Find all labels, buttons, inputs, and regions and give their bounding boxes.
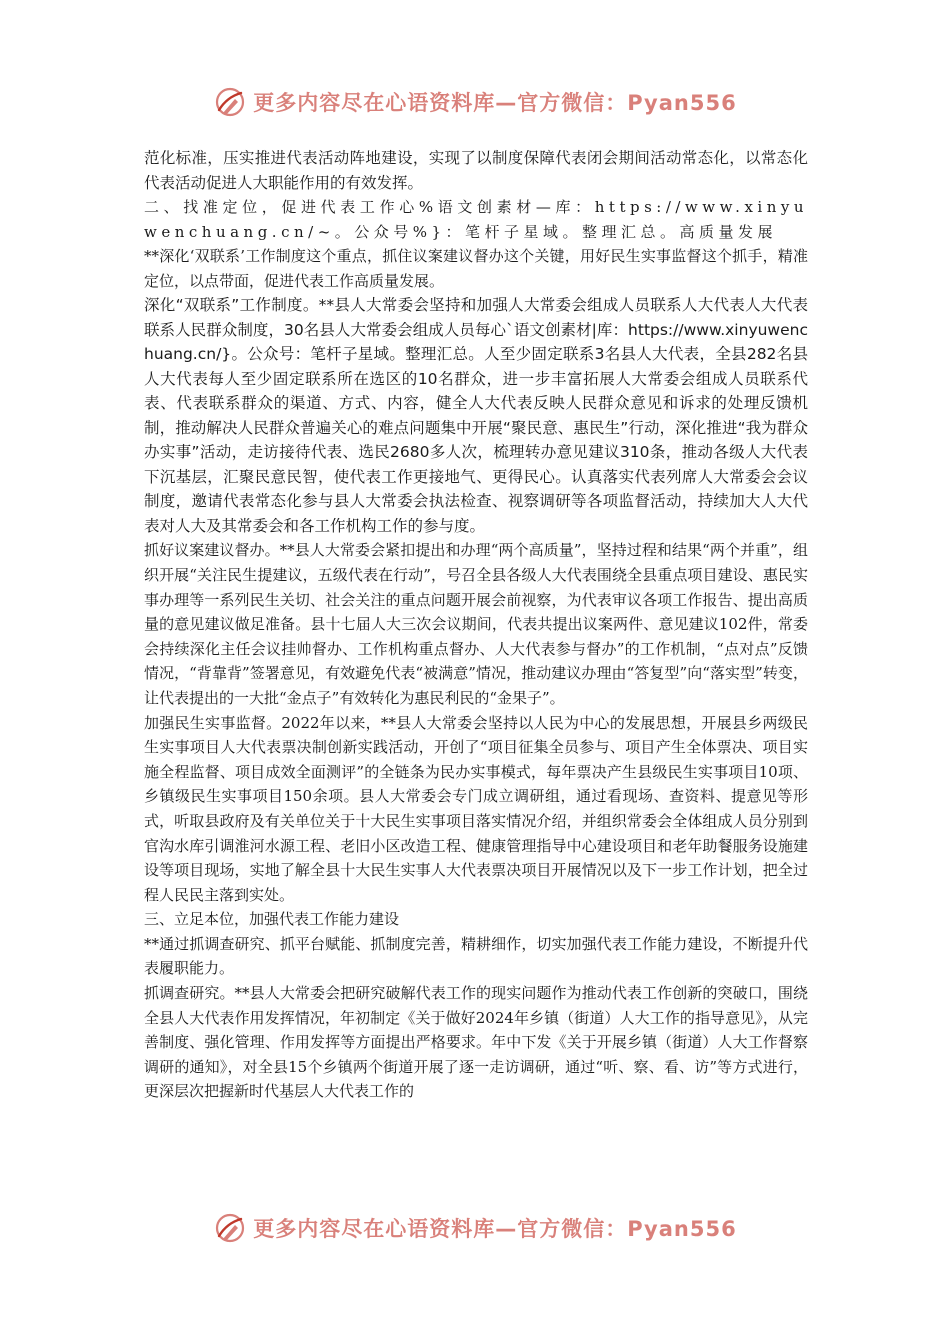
header-banner-text: 更多内容尽在心语资料库—官方微信：Pyan556 bbox=[253, 91, 737, 115]
pen-swirl-logo-icon bbox=[213, 1211, 247, 1245]
document-body bbox=[144, 146, 808, 1104]
footer-banner-text: 更多内容尽在心语资料库—官方微信：Pyan556 bbox=[253, 1217, 737, 1241]
footer-watermark-banner bbox=[0, 1206, 950, 1250]
paragraph-intro-continuation: 范化标准，压实推进代表活动阵地建设，实现了以制度保障代表闭会期间活动常态化，以常态化代表活动促进人大职能作用的有效发挥。 bbox=[144, 149, 808, 192]
header-watermark-banner bbox=[0, 80, 950, 124]
section-heading-three: 三、立足本位，加强代表工作能力建设 bbox=[144, 910, 400, 929]
paragraph-section-three-summary: **通过抓调查研究、抓平台赋能、抓制度完善，精耕细作，切实加强代表工作能力建设，不断提升代表履职能力。 bbox=[144, 934, 808, 978]
paragraph-livelihood-supervision: 加强民生实事监督。2022年以来，**县人大常委会坚持以人民为中心的发展思想，开展县乡两级民生实事项目人大代表票决制创新实践活动，开创了“项目征集全员参与、项目产生全体票决、项目实施全程监督、项目成效全面测评”的全链条为民办实事模式，每年票决产生县级民生实事项目10项、乡镇级民生实事项目150余项。县人大常委会专门成立调研组，通过看现场、查资料、提意见等形式，听取县政府及有关单位关于十大民生实事项目落实情况介绍，并组织常委会全体组成人员分别到官沟水库引调淮河水源工程、老旧小区改造工程、健康管理指导中心建设项目和老年助餐服务设施建设等项目现场，实地了解全县十大民生实事人大代表票决项目开展情况以及下一步工作计划，把全过程人民民主落到实处。 bbox=[144, 713, 808, 904]
paragraph-proposal-supervision: 抓好议案建议督办。**县人大常委会紧扣提出和办理“两个高质量”，坚持过程和结果“两个并重”，组织开展“关注民生提建议，五级代表在行动”，号召全县各级人大代表围绕全县重点项目建设、惠民实事办理等一系列民生关切、社会关注的重点问题开展会前视察，为代表审议各项工作报告、提出高质量的意见建议做足准备。县十七届人大三次会议期间，代表共提出议案两件、意见建议102件，常委会持续深化主任会议挂帅督办、工作机构重点督办、人大代表参与督办”的工作机制，“点对点”反馈情况，“背靠背”签署意见，有效避免代表“被满意”情况，推动建议办理由“答复型”向“落实型”转变，让代表提出的一大批“金点子”有效转化为惠民利民的“金果子”。 bbox=[144, 541, 808, 707]
paragraph-investigation-research: 抓调查研究。**县人大常委会把研究破解代表工作的现实问题作为推动代表工作创新的突破口，围绕全县人大代表作用发挥情况，年初制定《关于做好2024年乡镇（街道）人大工作的指导意见》，从完善制度、强化管理、作用发挥等方面提出严格要求。年中下发《关于开展乡镇（街道）人大工作督察调研的通知》，对全县15个乡镇两个街道开展了逐一走访调研，通过“听、察、看、访”等方式进行，更深层次把握新时代基层人大代表工作的 bbox=[144, 984, 808, 1101]
paragraph-section-two-summary: **深化‘双联系’工作制度这个重点，抓住议案建议督办这个关键，用好民生实事监督这个抓手，精准定位，以点带面，促进代表工作高质量发展。 bbox=[144, 247, 808, 290]
paragraph-double-contact-system: 深化“双联系”工作制度。**县人大常委会坚持和加强人大常委会组成人员联系人大代表人大代表联系人民群众制度，30名县人大常委会组成人员每心`语文创素材|库：https://www.xinyuwenchuang.cn/}。公众号：笔杆子星域。整理汇总。人至少固定联系3名县人大代表，全县282名县人大代表每人至少固定联系所在选区的10名群众，进一步丰富拓展人大常委会组成人员联系代表、代表联系群众的渠道、方式、内容，健全人大代表反映人民群众意见和诉求的处理反馈机制，推动解决人民群众普遍关心的难点问题集中开展“聚民意、惠民生”行动，深化推进“我为群众办实事”活动，走访接待代表、选民2680多人次，梳理转办意见建议310条，推动各级人大代表下沉基层，汇聚民意民智，使代表工作更接地气、更得民心。认真落实代表列席人大常委会会议制度，邀请代表常态化参与县人大常委会执法检查、视察调研等各项监督活动，持续加大人大代表对人大及其常委会和各工作机构工作的参与度。 bbox=[144, 296, 808, 535]
pen-swirl-logo-icon bbox=[213, 85, 247, 119]
section-heading-two: 二、找准定位，促进代表工作心%语文创素材—库：https://www.xinyuwenchuang.cn/~。公众号%}：笔杆子星域。整理汇总。高质量发展 bbox=[144, 198, 808, 241]
